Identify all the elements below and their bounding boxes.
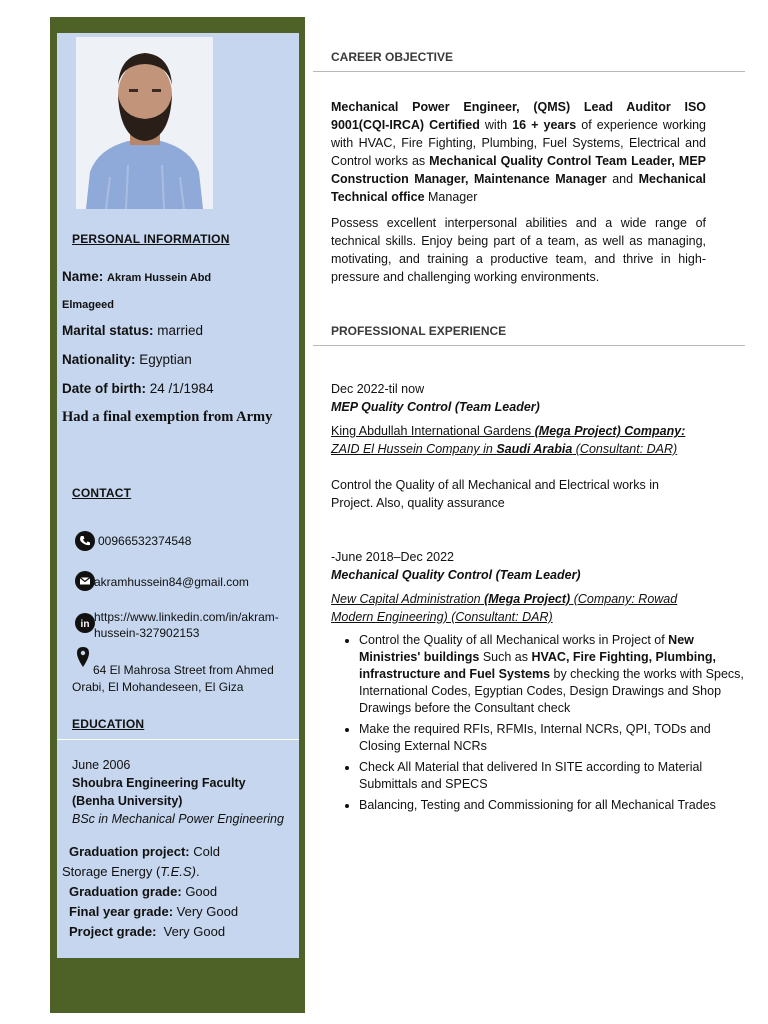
army-status: Had a final exemption from Army bbox=[62, 409, 273, 425]
email-icon bbox=[75, 571, 95, 591]
dob-label: Date of birth: bbox=[62, 381, 146, 396]
dob-value: 24 /1/1984 bbox=[149, 381, 214, 396]
list-item: • Balancing, Testing and Commissioning for all Mechanical Trades bbox=[359, 797, 749, 814]
education-heading: EDUCATION bbox=[72, 717, 145, 731]
job2-project: New Capital Administration (Mega Project) (Company: Rowad Modern Engineering) (Consultant: DAR) bbox=[331, 592, 678, 624]
degree: BSc in Mechanical Power Engineering bbox=[72, 812, 284, 826]
marital-line bbox=[62, 322, 203, 340]
address-line2: Orabi, El Mohandeseen, El Giza bbox=[72, 680, 244, 694]
grad-grade-line bbox=[62, 882, 292, 902]
marital-value: married bbox=[157, 323, 204, 338]
education-details bbox=[62, 842, 292, 942]
grad-project-line bbox=[62, 842, 292, 862]
school-university: (Benha University) bbox=[72, 794, 183, 808]
list-item: • Control the Quality of all Mechanical works in Project of New Ministries' buildings Such as HVAC, Fire Fighting, Plumbing, infrastructure and Fuel Systems by checking the works with Specs, International Codes, Egyptian Codes, Design Drawings and Shop Drawings before the Consultant check bbox=[359, 632, 749, 717]
education-entry bbox=[72, 756, 284, 828]
phone-number[interactable]: 00966532374548 bbox=[98, 534, 192, 548]
name-line bbox=[62, 268, 287, 287]
profile-photo bbox=[76, 37, 213, 209]
objective-rule bbox=[313, 71, 745, 72]
career-objective-heading: CAREER OBJECTIVE bbox=[331, 50, 454, 64]
final-year-label: Final year grade: bbox=[69, 904, 174, 919]
contact-heading: CONTACT bbox=[72, 486, 132, 500]
project-grade-label: Project grade: bbox=[69, 924, 157, 939]
final-year-value: Very Good bbox=[176, 904, 239, 919]
project-grade-value: Very Good bbox=[163, 924, 226, 939]
job2-date: -June 2018–Dec 2022 bbox=[331, 550, 455, 564]
portrait-image bbox=[76, 37, 213, 209]
school-name: Shoubra Engineering Faculty bbox=[72, 776, 246, 790]
linkedin-url-line1: https://www.linkedin.com/in/akram- bbox=[94, 610, 279, 624]
final-year-line bbox=[62, 902, 292, 922]
job1-title: MEP Quality Control (Team Leader) bbox=[331, 400, 540, 414]
job1-project: King Abdullah International Gardens (Mega Project) Company: ZAID El Hussein Company in Saudi Arabia (Consultant: DAR) bbox=[331, 424, 686, 456]
grad-grade-label: Graduation grade: bbox=[69, 884, 182, 899]
job2-responsibilities bbox=[331, 632, 749, 818]
grad-project-value: Cold bbox=[193, 844, 220, 859]
name-label: Name: bbox=[62, 269, 104, 284]
list-item: • Check All Material that delivered In SITE according to Material Submittals and SPECS bbox=[359, 759, 749, 793]
address bbox=[72, 662, 274, 696]
job1-description: Control the Quality of all Mechanical and Electrical works in Project. Also, quality assurance bbox=[331, 478, 659, 510]
objective-paragraph-2: Possess excellent interpersonal abilities and a wide range of technical skills. Enjoy being part of a team, as well as managing, motivating, and training a productive team, and thrive in high-pressure and challenging working environments. bbox=[331, 216, 706, 284]
grad-grade-value: Good bbox=[185, 884, 218, 899]
grad-project-line2: Storage Energy (T.E.S). bbox=[62, 864, 200, 879]
linkedin-icon bbox=[75, 613, 95, 633]
linkedin-url[interactable] bbox=[94, 609, 279, 641]
svg-text:in: in bbox=[80, 619, 90, 629]
name-value-cont: Elmageed bbox=[62, 299, 114, 311]
personal-info-heading: PERSONAL INFORMATION bbox=[72, 232, 230, 246]
experience-rule bbox=[313, 345, 745, 346]
project-grade-line bbox=[62, 922, 292, 942]
objective-paragraph-1: Mechanical Power Engineer, (QMS) Lead Auditor ISO 9001(CQI-IRCA) Certified with 16 + years of experience working with HVAC, Fire Fighting, Plumbing, Fuel Systems, Electrical and Control works as Mechanical Quality Control Team Leader, MEP Construction Manager, Maintenance Manager and Mechanical Technical office Manager bbox=[331, 100, 707, 204]
linkedin-url-line2: hussein-327902153 bbox=[94, 626, 200, 640]
marital-label: Marital status: bbox=[62, 323, 154, 338]
phone-icon bbox=[75, 531, 95, 551]
job1-date: Dec 2022-til now bbox=[331, 382, 425, 396]
job2-title: Mechanical Quality Control (Team Leader) bbox=[331, 568, 581, 582]
education-divider bbox=[57, 739, 299, 740]
grad-project-label: Graduation project: bbox=[69, 844, 190, 859]
nationality-line bbox=[62, 351, 192, 369]
name-value: Akram Hussein Abd bbox=[107, 272, 212, 284]
education-date: June 2006 bbox=[72, 758, 131, 772]
nationality-value: Egyptian bbox=[139, 352, 192, 367]
experience-heading: PROFESSIONAL EXPERIENCE bbox=[331, 324, 507, 338]
list-item: • Make the required RFIs, RFMIs, Internal NCRs, QPI, TODs and Closing External NCRs bbox=[359, 721, 749, 755]
dob-line bbox=[62, 380, 214, 398]
email-address[interactable]: akramhussein84@gmail.com bbox=[94, 575, 249, 589]
address-line1: 64 El Mahrosa Street from Ahmed bbox=[93, 663, 274, 677]
nationality-label: Nationality: bbox=[62, 352, 136, 367]
